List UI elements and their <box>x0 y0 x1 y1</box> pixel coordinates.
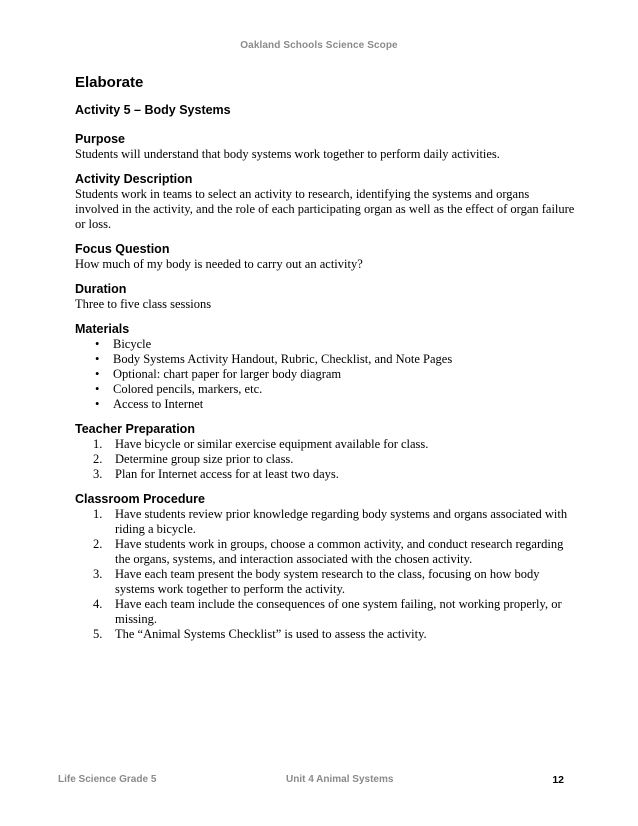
list-item-text: Have bicycle or similar exercise equipment available for class. <box>115 437 429 451</box>
list-item-text: Colored pencils, markers, etc. <box>113 382 263 396</box>
page-number: 12 <box>552 774 564 786</box>
list-item <box>93 627 575 642</box>
bullet: • <box>95 397 100 411</box>
list-item-text: The “Animal Systems Checklist” is used to assess the activity. <box>115 627 427 641</box>
list-item <box>93 467 575 482</box>
list-item <box>93 437 575 452</box>
item-number: 3. <box>93 567 103 581</box>
list-item-text: Body Systems Activity Handout, Rubric, Checklist, and Note Pages <box>113 352 453 366</box>
list-item <box>93 352 575 367</box>
materials-list <box>75 337 575 412</box>
list-item-text: Have each team present the body system research to the class, focusing on how body systems work together to perform the activity. <box>115 567 540 596</box>
list-item <box>93 337 575 352</box>
item-number: 5. <box>93 627 103 641</box>
list-item <box>93 367 575 382</box>
item-number: 2. <box>93 537 103 551</box>
procedure-section <box>75 491 575 642</box>
description-title: Activity Description <box>75 172 193 186</box>
procedure-title: Classroom Procedure <box>75 492 205 506</box>
footer-course: Life Science Grade 5 <box>58 774 157 785</box>
list-item <box>93 567 575 597</box>
list-item <box>93 452 575 467</box>
bullet: • <box>95 337 100 351</box>
focus-section <box>75 241 575 272</box>
duration-text: Three to five class sessions <box>75 297 212 311</box>
purpose-text: Students will understand that body systems work together to perform daily activities. <box>75 147 500 161</box>
list-item <box>93 397 575 412</box>
list-item-text: Determine group size prior to class. <box>115 452 294 466</box>
item-number: 1. <box>93 437 103 451</box>
page-footer <box>58 774 564 788</box>
duration-title: Duration <box>75 282 127 296</box>
footer-unit: Unit 4 Animal Systems <box>286 774 394 785</box>
item-number: 2. <box>93 452 103 466</box>
list-item <box>93 507 575 537</box>
section-heading: Elaborate <box>75 74 144 91</box>
purpose-section <box>75 131 575 162</box>
procedure-list <box>75 507 575 642</box>
page-content <box>75 74 575 651</box>
focus-title: Focus Question <box>75 242 170 256</box>
list-item-text: Have students work in groups, choose a common activity, and conduct research regarding the organs, systems, and interaction associated with the chosen activity. <box>115 537 564 566</box>
item-number: 4. <box>93 597 103 611</box>
list-item <box>93 537 575 567</box>
list-item <box>93 382 575 397</box>
materials-title: Materials <box>75 322 130 336</box>
list-item-text: Bicycle <box>113 337 152 351</box>
list-item <box>93 597 575 627</box>
focus-text: How much of my body is needed to carry out an activity? <box>75 257 363 271</box>
list-item-text: Plan for Internet access for at least two days. <box>115 467 339 481</box>
bullet: • <box>95 367 100 381</box>
item-number: 3. <box>93 467 103 481</box>
materials-section <box>75 321 575 412</box>
item-number: 1. <box>93 507 103 521</box>
list-item-text: Have students review prior knowledge regarding body systems and organs associated with riding a bicycle. <box>115 507 568 536</box>
list-item-text: Access to Internet <box>113 397 204 411</box>
purpose-title: Purpose <box>75 132 126 146</box>
preparation-list <box>75 437 575 482</box>
preparation-section <box>75 421 575 482</box>
bullet: • <box>95 352 100 366</box>
description-text: Students work in teams to select an activity to research, identifying the systems and organs involved in the activity, and the role of each participating organ as well as the effect of organ failure or loss. <box>75 187 575 231</box>
page-header: Oakland Schools Science Scope <box>240 40 398 51</box>
activity-title: Activity 5 – Body Systems <box>75 103 231 117</box>
preparation-title: Teacher Preparation <box>75 422 195 436</box>
list-item-text: Optional: chart paper for larger body diagram <box>113 367 342 381</box>
list-item-text: Have each team include the consequences of one system failing, not working properly, or missing. <box>115 597 562 626</box>
duration-section <box>75 281 575 312</box>
bullet: • <box>95 382 100 396</box>
description-section <box>75 171 575 232</box>
